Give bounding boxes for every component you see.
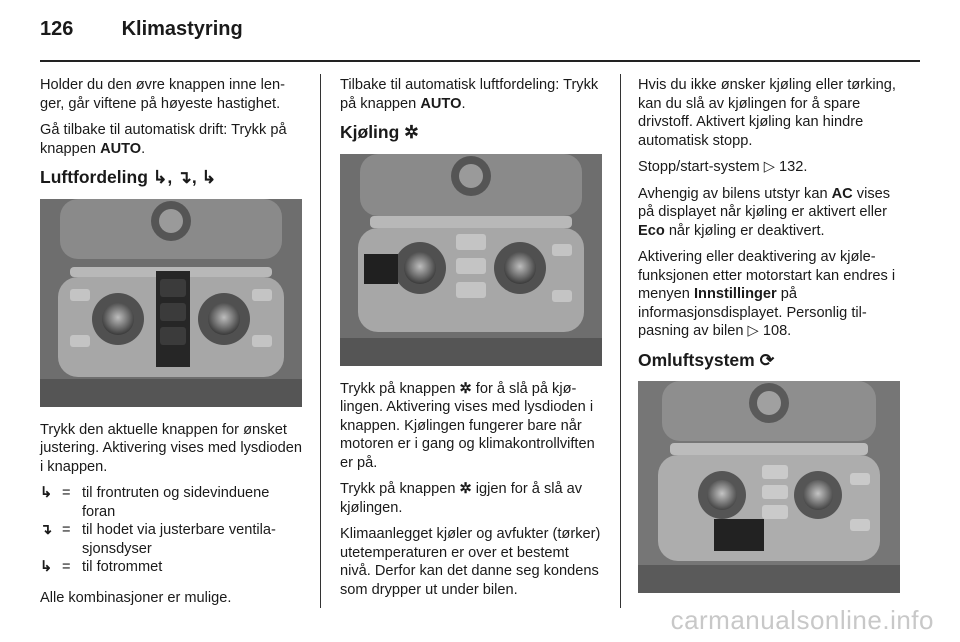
cooling-icon: ✲ xyxy=(459,380,472,397)
definition-row: ↴ = til hodet via justerbare ventilasjonsdyser xyxy=(40,522,276,557)
column-1 xyxy=(40,76,302,615)
page-header xyxy=(40,18,243,41)
paragraph: Gå tilbake til automatisk drift: Trykk på knappen AUTO. xyxy=(40,122,287,157)
paragraph: Klimaanlegget kjøler og avfukter (tørker) utetemperaturen er over et bestemt nivå. Derfor kan det danne seg kondens som drypper ut under bilen. xyxy=(340,526,601,598)
paragraph: Tilbake til automatisk luftfordeling: Trykk på knappen AUTO. xyxy=(340,77,599,112)
page-number: 126 xyxy=(40,18,74,40)
paragraph: Aktivering eller deaktivering av kjølefunksjonen etter motorstart kan endres i menyen Innstillinger på informasjonsdisplayet. Personlig tilpasning av bilen ▷ 108. xyxy=(638,249,896,339)
paragraph: Trykk på knappen ✲ igjen for å slå av kjølingen. xyxy=(340,481,583,516)
recirculation-icon: ⟳ xyxy=(759,349,775,370)
column-divider-1 xyxy=(320,74,321,608)
paragraph: Stopp/start-system ▷ 132. xyxy=(638,159,808,175)
paragraph: Avhengig av bilens utstyr kan AC vises på displayet når kjøling er aktivert eller Eco når kjøling er deaktivert. xyxy=(638,185,891,239)
section-heading: Omluftsystem ⟳ xyxy=(638,349,775,370)
definition-row: ↳ = til frontruten og sidevinduene foran xyxy=(40,485,270,520)
air-distribution-icon: ↳, ↴, ↳ xyxy=(152,167,217,187)
paragraph: Holder du den øvre knappen inne lenger, går viftene på høyeste hastighet. xyxy=(40,77,286,112)
panel-photo-air-distribution xyxy=(40,199,302,407)
panel-photo-cooling xyxy=(340,154,602,366)
windscreen-air-icon: ↳ xyxy=(40,485,53,501)
section-heading: Luftfordeling ↳, ↴, ↳ xyxy=(40,167,217,187)
watermark: carmanualsonline.info xyxy=(670,605,934,635)
footwell-air-icon: ↳ xyxy=(40,559,53,575)
column-3 xyxy=(638,76,900,607)
head-air-icon: ↴ xyxy=(40,522,53,538)
auto-label: AUTO xyxy=(100,140,142,157)
column-2 xyxy=(340,76,602,607)
header-rule xyxy=(40,60,920,62)
cooling-icon: ✲ xyxy=(459,481,472,497)
definition-row: ↳ = til fotrommet xyxy=(40,559,163,575)
cooling-icon: ✲ xyxy=(404,122,419,142)
section-heading: Kjøling ✲ xyxy=(340,122,419,142)
page-reference-icon: ▷ xyxy=(763,159,775,175)
paragraph: Trykk den aktuelle knappen for ønsket justering. Aktivering vises med lysdioden i knappen. xyxy=(40,421,303,475)
paragraph: Hvis du ikke ønsker kjøling eller tørking, kan du slå av kjølingen for å spare drivstoff. Aktivert kjøling kan hindre automatisk stopp. xyxy=(638,77,896,149)
column-divider-2 xyxy=(620,74,621,608)
page-reference-icon: ▷ xyxy=(747,323,759,339)
paragraph: Alle kombinasjoner er mulige. xyxy=(40,589,232,606)
page-title: Klimastyring xyxy=(121,18,243,40)
definition-list xyxy=(40,484,302,577)
paragraph: Trykk på knappen ✲ for å slå på kjølingen. Aktivering vises med lysdioden i knappen. Kjølingen fungerer bare når motoren er i gang og klimakontrollviften er på. xyxy=(340,380,595,471)
panel-photo-recirculation xyxy=(638,381,900,593)
